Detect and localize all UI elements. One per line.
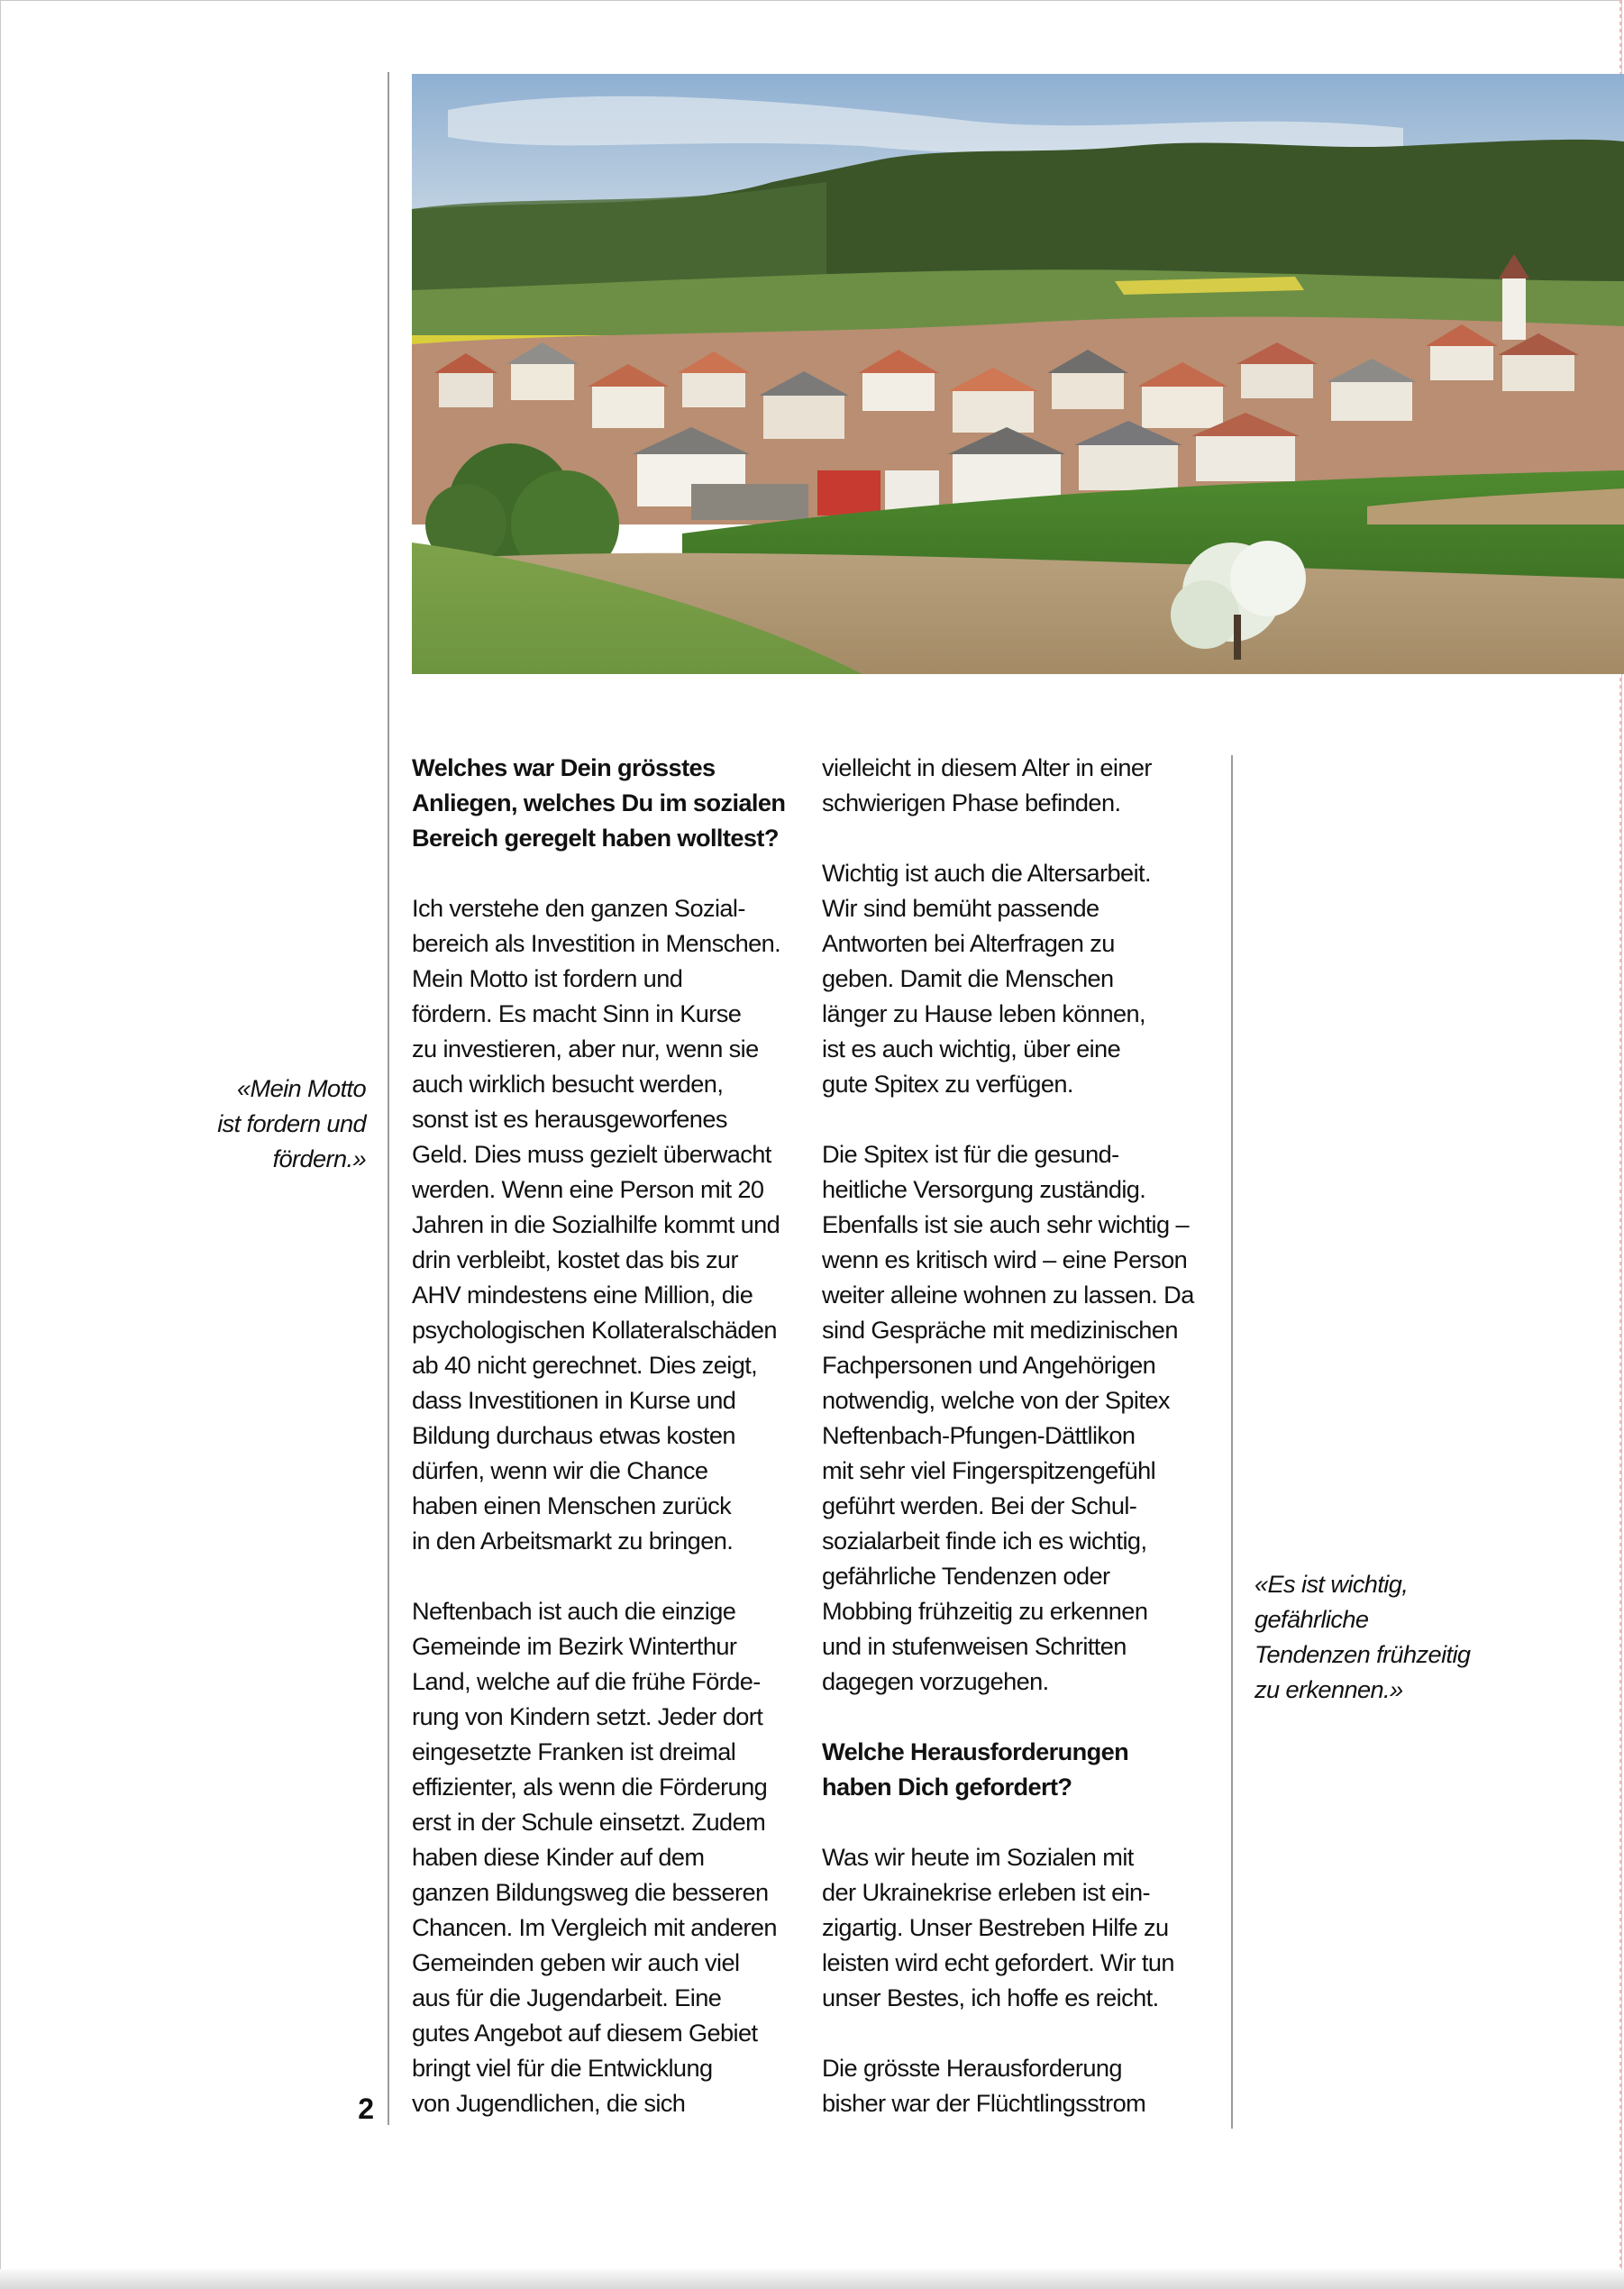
answer-paragraph: Wichtig ist auch die Altersarbeit. Wir sind bemüht passende Antworten bei Alterfragen zu geben. Damit die Menschen länger zu Hause leben können, ist es auch wichtig, über eine gute Spitex zu verfügen. — [822, 859, 1151, 1098]
answer-paragraph: Die Spitex ist für die gesund- heitliche Versorgung zuständig. Ebenfalls ist sie auch sehr wichtig – wenn es kritisch wird – eine Person weiter alleine wohnen zu lassen. Da sind Gespräche mit medizinischen Fachpersonen und Angehörigen notwendig, welche von der Spitex Neftenbach-Pfungen-Dättlikon mit sehr viel Fingerspitzengefühl geführt werden. Bei der Schul- sozialarbeit finde ich es wichtig, gefährliche Tendenzen oder Mobbing frühzeitig zu erkennen und in stufenweisen Schritten dagegen vorzugehen. — [822, 1140, 1194, 1695]
answer-paragraph: Was wir heute im Sozialen mit der Ukrainekrise erleben ist ein- zigartig. Unser Bestreben Hilfe zu leisten wird echt gefordert. Wir tun unser Bestes, ich hoffe es reicht. — [822, 1843, 1174, 2011]
answer-paragraph: Die grösste Herausforderung bisher war der Flüchtlingsstrom — [822, 2054, 1146, 2117]
question-heading-1: Welches war Dein grösstes Anliegen, welches Du im sozialen Bereich geregelt haben wolltest? — [412, 753, 786, 852]
article-column-1 — [412, 750, 808, 2156]
right-column-rule — [1231, 755, 1233, 2129]
answer-paragraph: Neftenbach ist auch die einzige Gemeinde im Bezirk Winterthur Land, welche auf die frühe Förde- rung von Kindern setzt. Jeder dort eingesetzte Franken ist dreimal effizienter, als wenn die Förderung erst in der Schule einsetzt. Zudem haben diese Kinder auf dem ganzen Bildungsweg die besseren Chancen. Im Vergleich mit anderen Gemeinden geben wir auch viel aus für die Jugendarbeit. Eine gutes Angebot auf diesem Gebiet bringt viel für die Entwicklung von Jugendlichen, die sich — [412, 1597, 777, 2117]
village-landscape-illustration — [412, 74, 1624, 674]
village-landscape-photo — [412, 74, 1624, 674]
page-number: 2 — [358, 2093, 374, 2125]
answer-paragraph: vielleicht in diesem Alter in einer schwierigen Phase befinden. — [822, 753, 1152, 816]
left-column-rule — [388, 72, 389, 2125]
article-column-2 — [822, 750, 1218, 2156]
answer-paragraph: Ich verstehe den ganzen Sozial- bereich als Investition in Menschen. Mein Motto ist fordern und fördern. Es macht Sinn in Kurse zu investieren, aber nur, wenn sie auch wirklich besucht werden, sonst ist es herausgeworfenes Geld. Dies muss gezielt überwacht werden. Wenn eine Person mit 20 Jahren in die Sozialhilfe kommt und drin verbleibt, kostet das bis zur AHV mindestens eine Million, die psychologischen Kollateralschäden ab 40 nicht gerechnet. Dies zeigt, dass Investitionen in Kurse und Bildung durchaus etwas kosten dürfen, wenn wir die Chance haben einen Menschen zurück in den Arbeitsmarkt zu bringen. — [412, 894, 781, 1555]
question-heading-2: Welche Herausforderungen haben Dich gefordert? — [822, 1737, 1129, 1801]
pull-quote-left: «Mein Motto ist fordern und fördern.» — [217, 1074, 366, 1172]
pull-quote-right: «Es ist wichtig, gefährliche Tendenzen frühzeitig zu erkennen.» — [1254, 1570, 1471, 1703]
viewer-bottom-shadow — [0, 2269, 1624, 2289]
